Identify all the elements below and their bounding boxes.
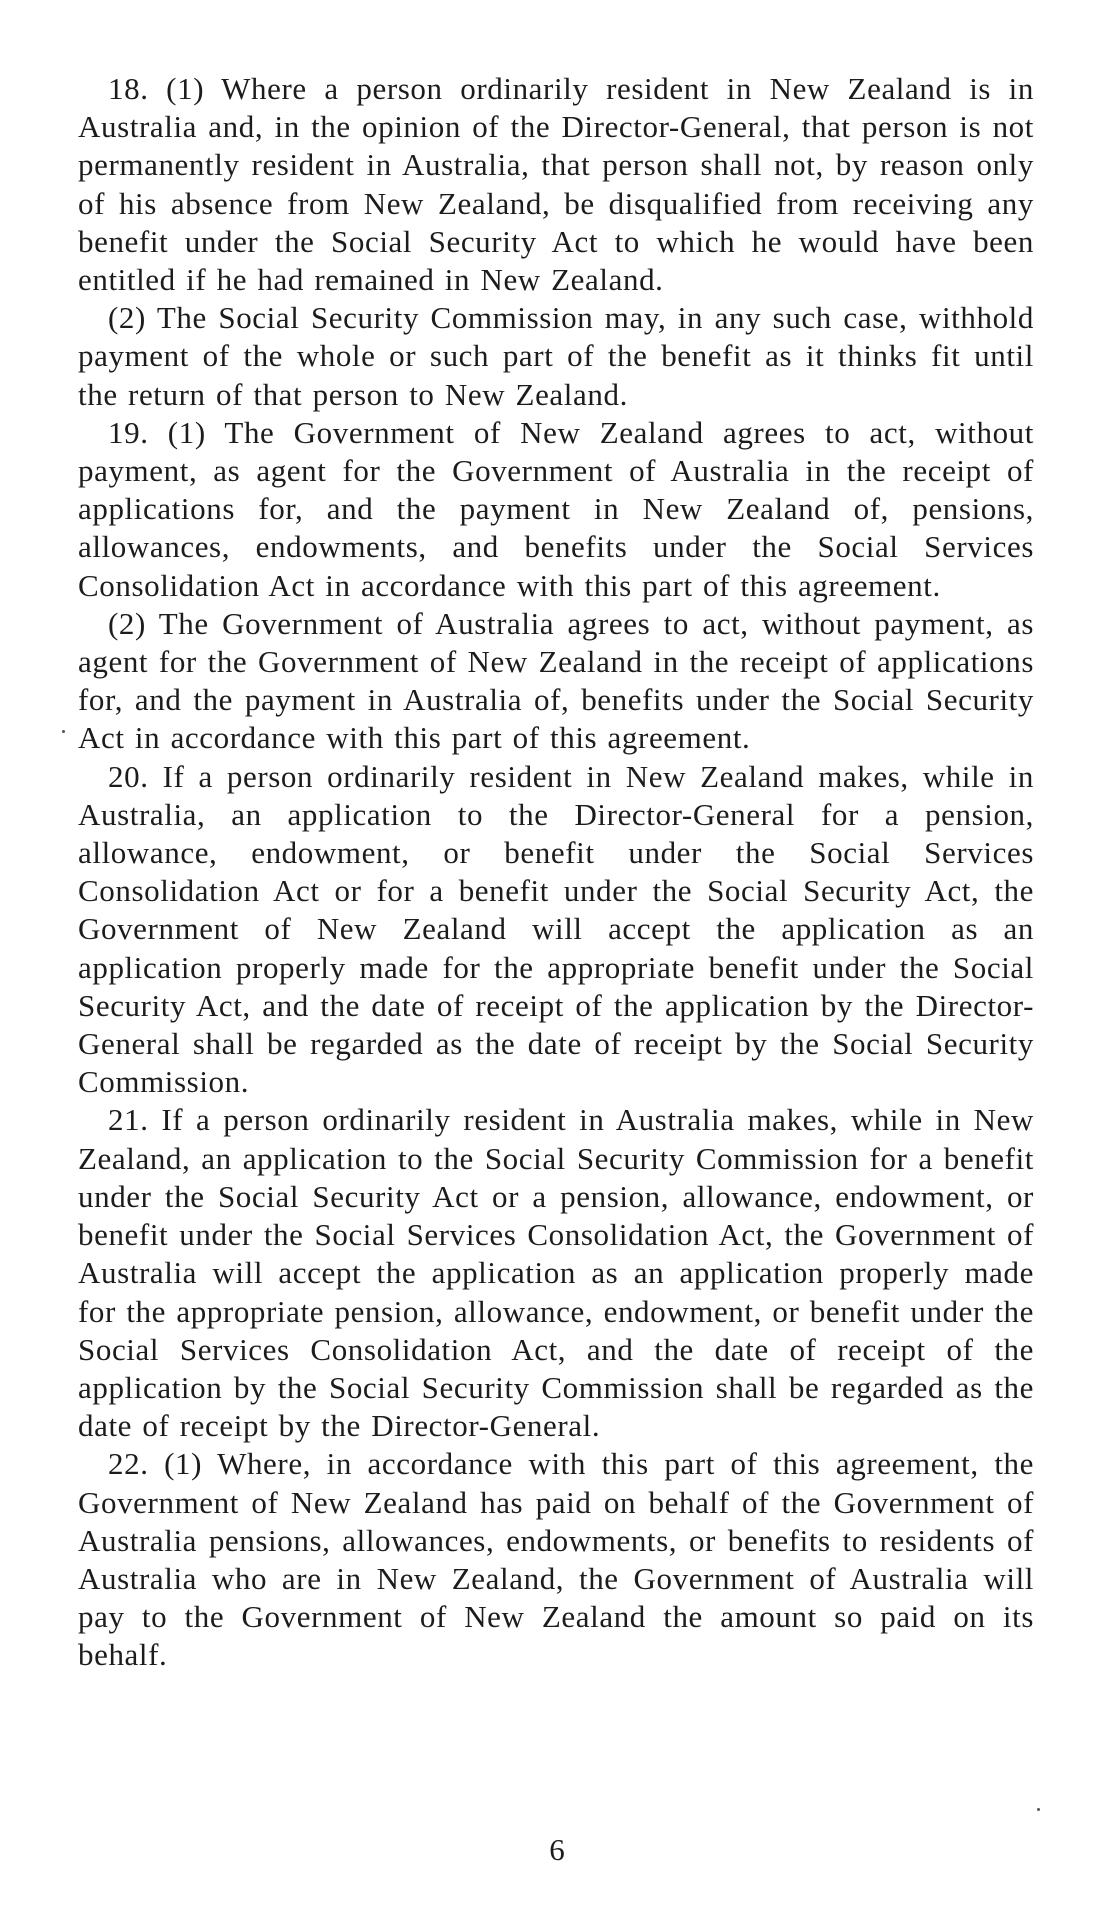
- paragraph-18-2: (2) The Social Security Commission may, in any such case, withhold payment of the whole or such part of the benefit as it thinks fit until the return of that person to New Zealand.: [78, 300, 1034, 412]
- paragraph-19-2: (2) The Government of Australia agrees to act, without payment, as agent for the Government of New Zealand in the receipt of applications for, and the payment in Australia of, benefits under the Social Security Act in accordance with this part of this agreement.: [78, 605, 1034, 756]
- print-speck: [62, 730, 65, 733]
- paragraph-19-1: 19. (1) The Government of New Zealand agrees to act, without payment, as agent for the Government of Australia in the receipt of applications for, and the payment in New Zealand of, pensions, allowances, endowments, and benefits under the Social Services Consolidation Act in accordance with this part of this agreement.: [78, 414, 1034, 603]
- paragraph-21: 21. If a person ordinarily resident in Australia makes, while in New Zealand, an application to the Social Security Commission for a benefit under the Social Security Act or a pension, allowance, endowment, or benefit under the Social Services Consolidation Act, the Government of Australia will accept the application as an application properly made for the appropriate pension, allowance, endowment, or benefit under the Social Services Consolidation Act, and the date of receipt of the application by the Social Security Commission shall be regarded as the date of receipt by the Director-General.: [78, 1102, 1034, 1444]
- paragraph-18-1: 18. (1) Where a person ordinarily resident in New Zealand is in Australia and, in the opinion of the Director-General, that person is not permanently resident in Australia, that person shall not, by reason only of his absence from New Zealand, be disqualified from receiving any benefit under the Social Security Act to which he would have been entitled if he had remained in New Zealand.: [78, 71, 1034, 298]
- page-number: 6: [549, 1832, 565, 1867]
- paragraph-20: 20. If a person ordinarily resident in New Zealand makes, while in Australia, an application to the Director-General for a pension, allowance, endowment, or benefit under the Social Services Consolidation Act or for a benefit under the Social Security Act, the Government of New Zealand will accept the application as an application properly made for the appropriate benefit under the Social Security Act, and the date of receipt of the application by the Director-General shall be regarded as the date of receipt by the Social Security Commission.: [78, 758, 1034, 1100]
- paragraph-22-1: 22. (1) Where, in accordance with this part of this agreement, the Government of New Zealand has paid on behalf of the Government of Australia pensions, allowances, endowments, or benefits to residents of Australia who are in New Zealand, the Government of Australia will pay to the Government of New Zealand the amount so paid on its behalf.: [78, 1446, 1034, 1673]
- body-text: [78, 70, 1034, 1675]
- print-speck: [1037, 1808, 1040, 1811]
